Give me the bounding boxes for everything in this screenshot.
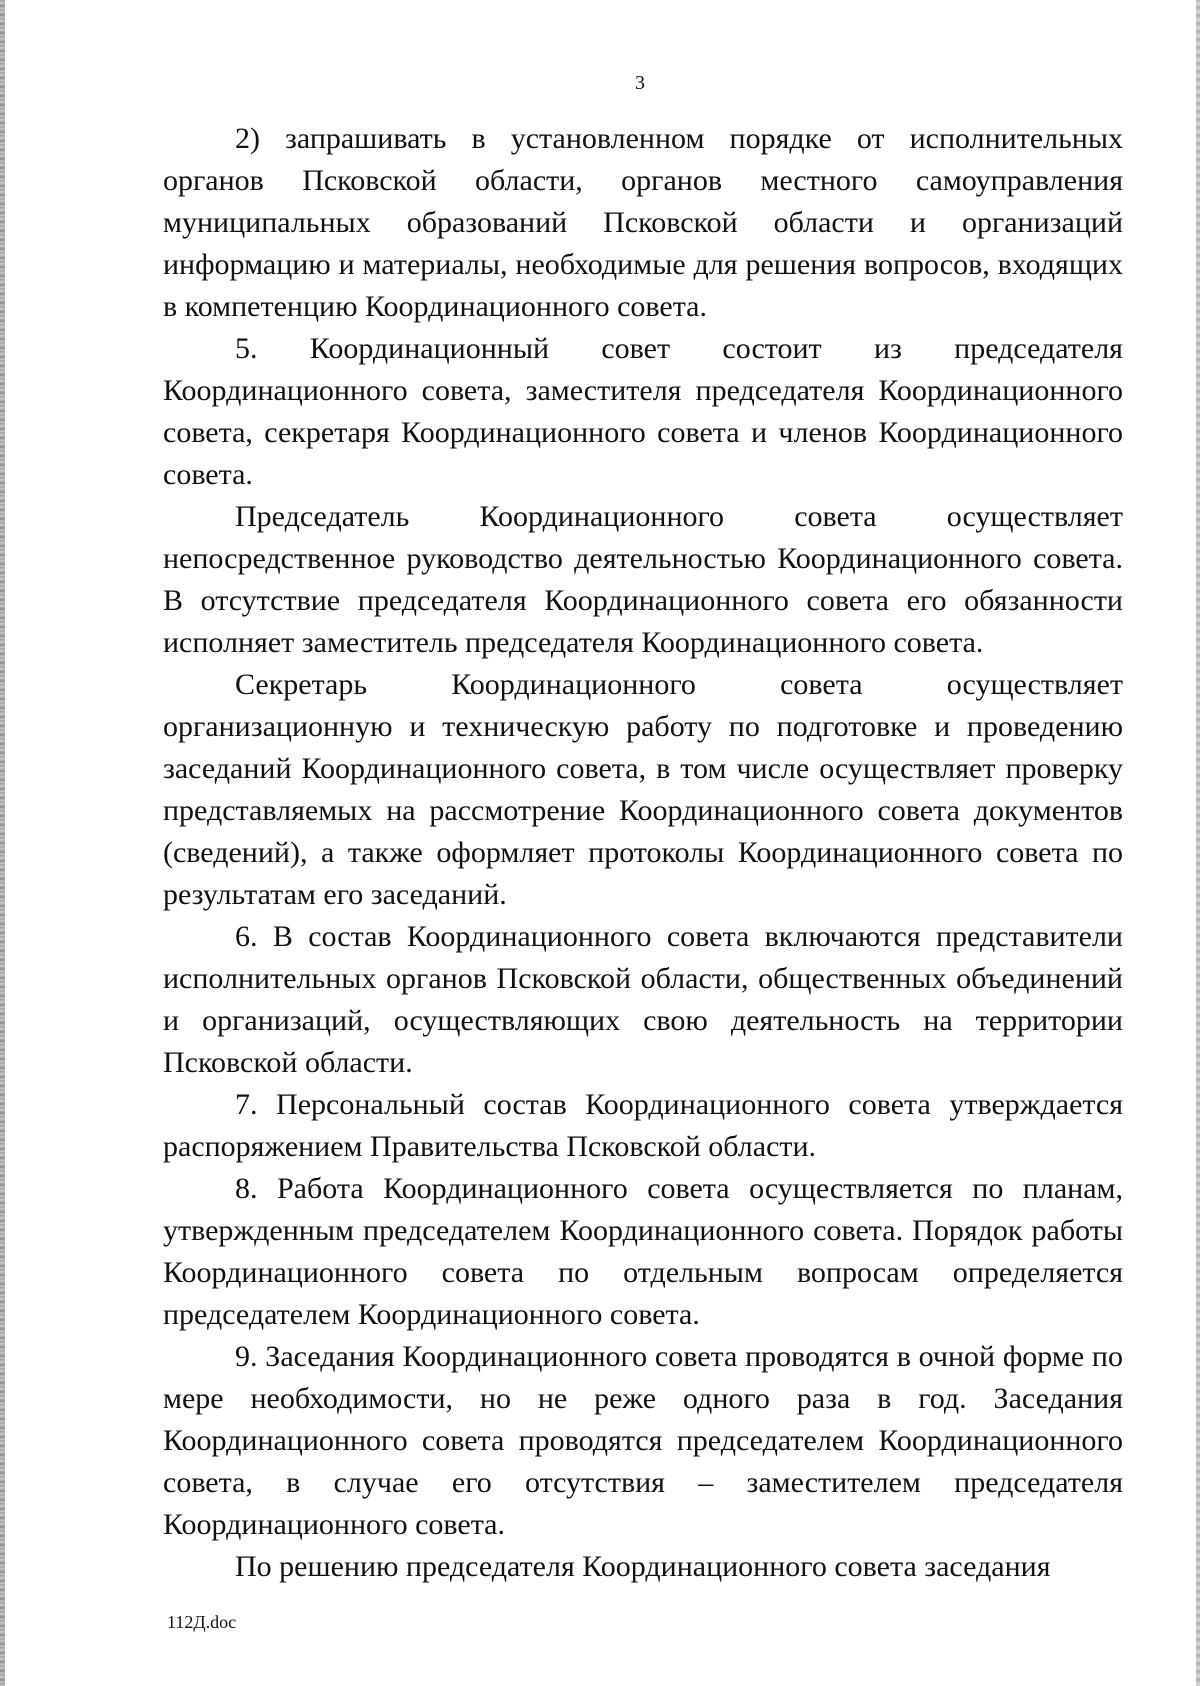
scan-edge-right bbox=[1196, 0, 1200, 1686]
paragraph-clause-7: 7. Персональный состав Координационного совета утверждается распоряжением Правительства Псковской области. bbox=[163, 1088, 1123, 1163]
paragraph-clause-8: 8. Работа Координационного совета осуществляется по планам, утвержденным председателем Координационного совета. Порядок работы Координационного совета по отдельным вопросам определяется председателем Координационного совета. bbox=[163, 1172, 1123, 1331]
paragraph-chairman: Председатель Координационного совета осуществляет непосредственное руководство деятельностью Координационного совета. В отсутствие председателя Координационного совета его обязанности исполняет заместитель председателя Координационного совета. bbox=[163, 500, 1123, 659]
paragraph-secretary: Секретарь Координационного совета осуществляет организационную и техническую работу по подготовке и проведению заседаний Координационного совета, в том числе осуществляет проверку представляемых на рассмотрение Координационного совета документов (сведений), а также оформляет протоколы Координационного совета по результатам его заседаний. bbox=[163, 668, 1123, 911]
paragraph-clause-6: 6. В состав Координационного совета включаются представители исполнительных органов Псковской области, общественных объединений и организаций, осуществляющих свою деятельность на территории Псковской области. bbox=[163, 920, 1123, 1079]
page-number: 3 bbox=[635, 72, 645, 94]
paragraph-clause-5: 5. Координационный совет состоит из председателя Координационного совета, заместителя председателя Координационного совета, секретаря Координационного совета и членов Координационного совета. bbox=[163, 332, 1123, 491]
file-name-footer: 112Д.doc bbox=[167, 1612, 237, 1632]
paragraph-clause-9: 9. Заседания Координационного совета проводятся в очной форме по мере необходимости, но не реже одного раза в год. Заседания Координационного совета проводятся председателем Координационного совета, в случае его отсутствия – заместителем председателя Координационного совета. bbox=[163, 1340, 1123, 1541]
paragraph-item-2: 2) запрашивать в установленном порядке от исполнительных органов Псковской области, органов местного самоуправления муниципальных образований Псковской области и организаций информацию и материалы, необходимые для решения вопросов, входящих в компетенцию Координационного совета. bbox=[163, 122, 1123, 323]
document-body bbox=[163, 118, 1123, 1588]
paragraph-continuation: По решению председателя Координационного совета заседания bbox=[235, 1550, 1051, 1583]
scan-edge-left bbox=[0, 0, 5, 1686]
